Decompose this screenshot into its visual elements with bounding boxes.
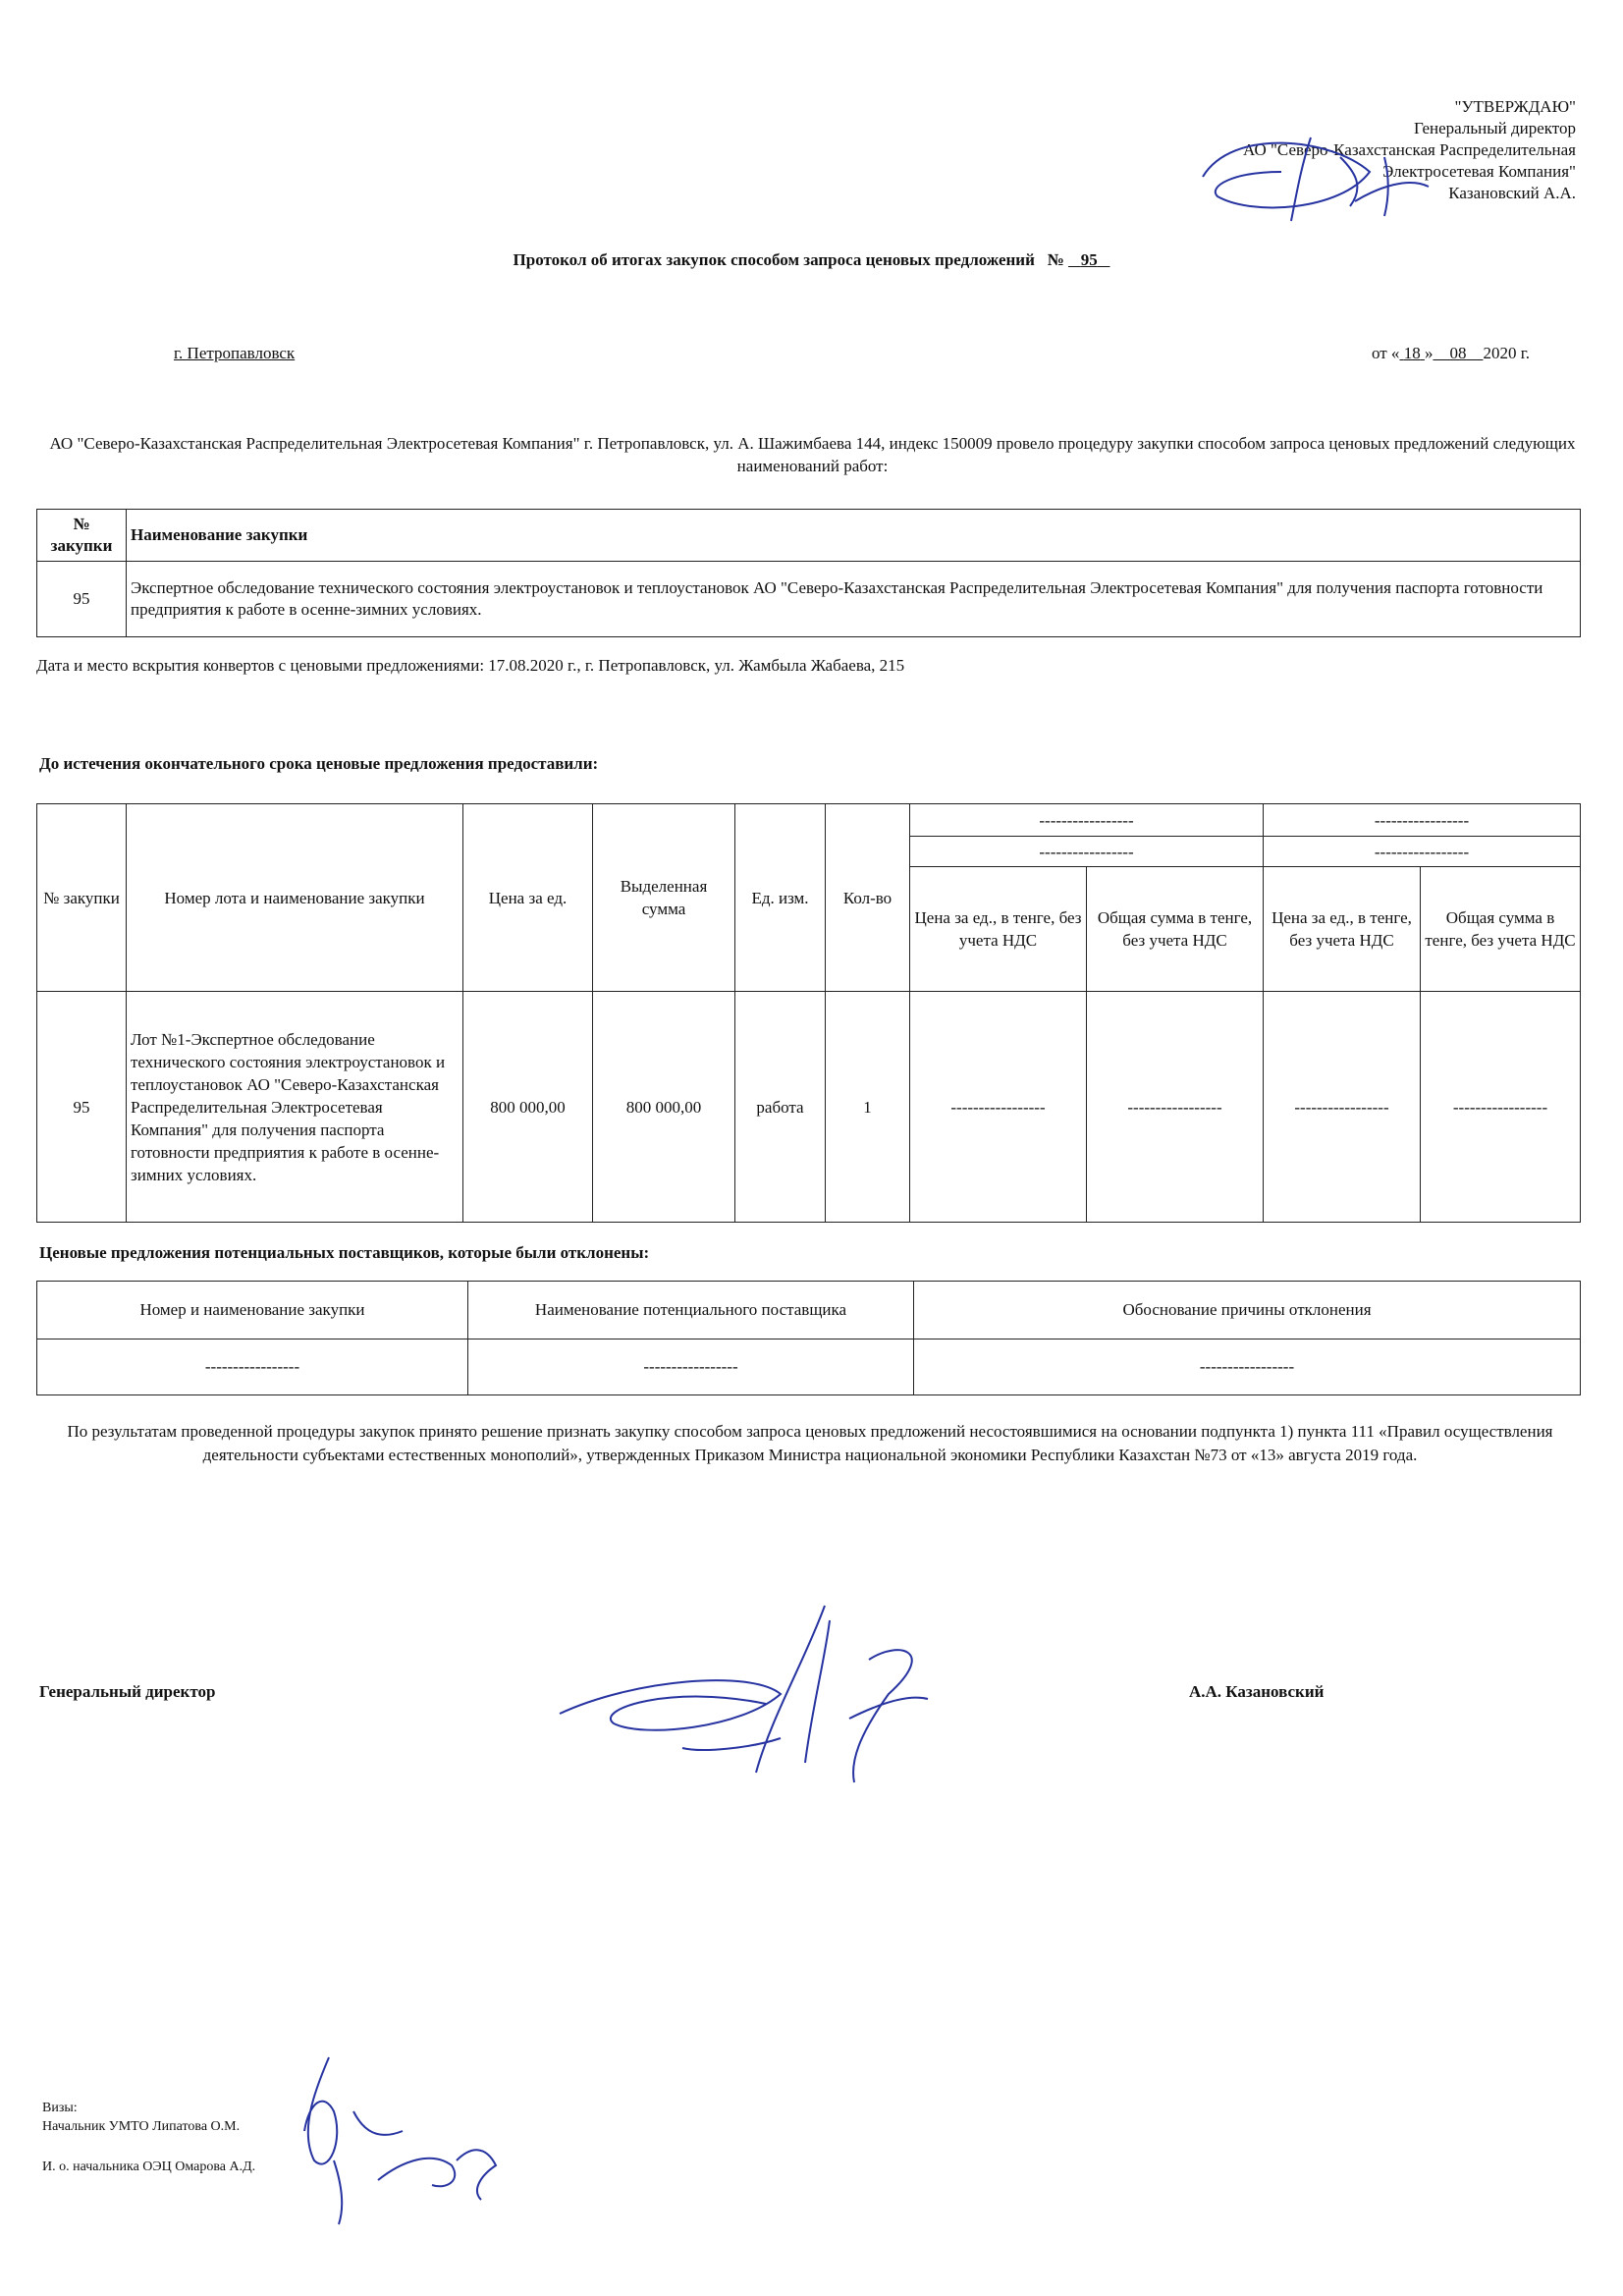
cell-procurement: ----------------- — [37, 1339, 468, 1395]
cell-lot: Лот №1-Экспертное обследование технического состояния электроустановок и теплоустановок АО "Северо-Казахстанская Распределительная Электросетевая Компания" для получения паспорта готовности предприятия к работе в осенне-зимних условиях. — [127, 992, 463, 1223]
cell-s1-unit-price: ----------------- — [910, 992, 1087, 1223]
supplier-2-subheader: ----------------- — [1264, 837, 1581, 867]
title-num-label: № — [1047, 250, 1064, 269]
visa-label: Визы: — [42, 2101, 78, 2115]
cell-procurement-no: 95 — [37, 562, 127, 637]
col-unit: Ед. изм. — [735, 804, 826, 992]
director-signature — [555, 1601, 928, 1787]
title-text: Протокол об итогах закупок способом запроса ценовых предложений — [513, 250, 1035, 269]
col-s1-total: Общая сумма в тенге, без учета НДС — [1087, 867, 1264, 992]
protocol-date: от « 18 » 08 2020 г. — [1371, 344, 1530, 362]
section-rejected-title: Ценовые предложения потенциальных поставщиков, которые были отклонены: — [39, 1243, 650, 1262]
table-header-row — [37, 804, 1581, 837]
cell-reason: ----------------- — [914, 1339, 1581, 1395]
visa-block — [42, 2099, 255, 2176]
signatory-position: Генеральный директор — [39, 1682, 216, 1701]
protocol-number: 95 — [1080, 250, 1098, 269]
visa-signatures — [285, 2052, 520, 2229]
col-s2-unit-price: Цена за ед., в тенге, без учета НДС — [1264, 867, 1421, 992]
cell-s2-total: ----------------- — [1421, 992, 1581, 1223]
supplier-2-header: ----------------- — [1264, 804, 1581, 837]
table-row — [37, 1339, 1581, 1395]
col-lot: Номер лота и наименование закупки — [127, 804, 463, 992]
approval-heading: "УТВЕРЖДАЮ" — [1454, 97, 1576, 116]
col-allocated: Выделенная сумма — [593, 804, 735, 992]
visa-person-1: Начальник УМТО Липатова О.М. — [42, 2119, 241, 2134]
table-header-row — [37, 510, 1581, 562]
col-s2-total: Общая сумма в тенге, без учета НДС — [1421, 867, 1581, 992]
cell-unit: работа — [735, 992, 826, 1223]
cell-qty: 1 — [826, 992, 910, 1223]
approval-position: Генеральный директор — [1413, 119, 1576, 137]
table-header-row — [37, 1282, 1581, 1339]
col-procurement-no: № закупки — [37, 510, 127, 562]
cell-s1-total: ----------------- — [1087, 992, 1264, 1223]
approval-name: Казановский А.А. — [1448, 184, 1576, 202]
opening-info: Дата и место вскрытия конвертов с ценовыми предложениями: 17.08.2020 г., г. Петропавловск, ул. Жамбыла Жабаева, 215 — [36, 656, 905, 675]
page-title — [0, 250, 1623, 270]
offers-table — [36, 803, 1581, 1223]
visa-person-2: И. о. начальника ОЭЦ Омарова А.Д. — [42, 2159, 256, 2174]
col-supplier: Наименование потенциального поставщика — [468, 1282, 914, 1339]
col-procurement: Номер и наименование закупки — [37, 1282, 468, 1339]
result-paragraph: По результатам проведенной процедуры закупок принято решение признать закупку способом запроса ценовых предложений несостоявшимися на основании подпункта 1) пункта 111 «Правил осуществления деятельности субъектами естественных монополий», утвержденных Приказом Министра национальной экономики Республики Казахстан №73 от «13» августа 2019 года. — [67, 1422, 1553, 1464]
approval-company-1: АО "Северо-Казахстанская Распределительная — [1243, 140, 1576, 159]
cell-allocated: 800 000,00 — [593, 992, 735, 1223]
approval-signature — [1193, 118, 1438, 226]
col-reason: Обоснование причины отклонения — [914, 1282, 1581, 1339]
approval-company-2: Электросетевая Компания" — [1382, 162, 1576, 181]
procurement-table — [36, 509, 1581, 637]
cell-supplier: ----------------- — [468, 1339, 914, 1395]
intro-paragraph: АО "Северо-Казахстанская Распределительная Электросетевая Компания" г. Петропавловск, ул. А. Шажимбаева 144, индекс 150009 провело процедуру закупки способом запроса ценовых предложений следующих наименований работ: — [49, 434, 1576, 475]
cell-procurement-name: Экспертное обследование технического состояния электроустановок и теплоустановок АО "Северо-Казахстанская Распределительная Электросетевая Компания" для получения паспорта готовности предприятия к работе в осенне-зимних условиях. — [127, 562, 1581, 637]
city: г. Петропавловск — [174, 344, 296, 362]
supplier-1-header: ----------------- — [910, 804, 1264, 837]
col-no: № закупки — [37, 804, 127, 992]
col-price: Цена за ед. — [463, 804, 593, 992]
col-s1-unit-price: Цена за ед., в тенге, без учета НДС — [910, 867, 1087, 992]
rejected-table — [36, 1281, 1581, 1395]
table-row — [37, 992, 1581, 1223]
table-row — [37, 562, 1581, 637]
cell-price: 800 000,00 — [463, 992, 593, 1223]
cell-no: 95 — [37, 992, 127, 1223]
col-procurement-name: Наименование закупки — [127, 510, 1581, 562]
supplier-1-subheader: ----------------- — [910, 837, 1264, 867]
col-qty: Кол-во — [826, 804, 910, 992]
cell-s2-unit-price: ----------------- — [1264, 992, 1421, 1223]
section-submitted-title: До истечения окончательного срока ценовые предложения предоставили: — [39, 754, 599, 773]
signatory-name: А.А. Казановский — [1189, 1682, 1325, 1701]
